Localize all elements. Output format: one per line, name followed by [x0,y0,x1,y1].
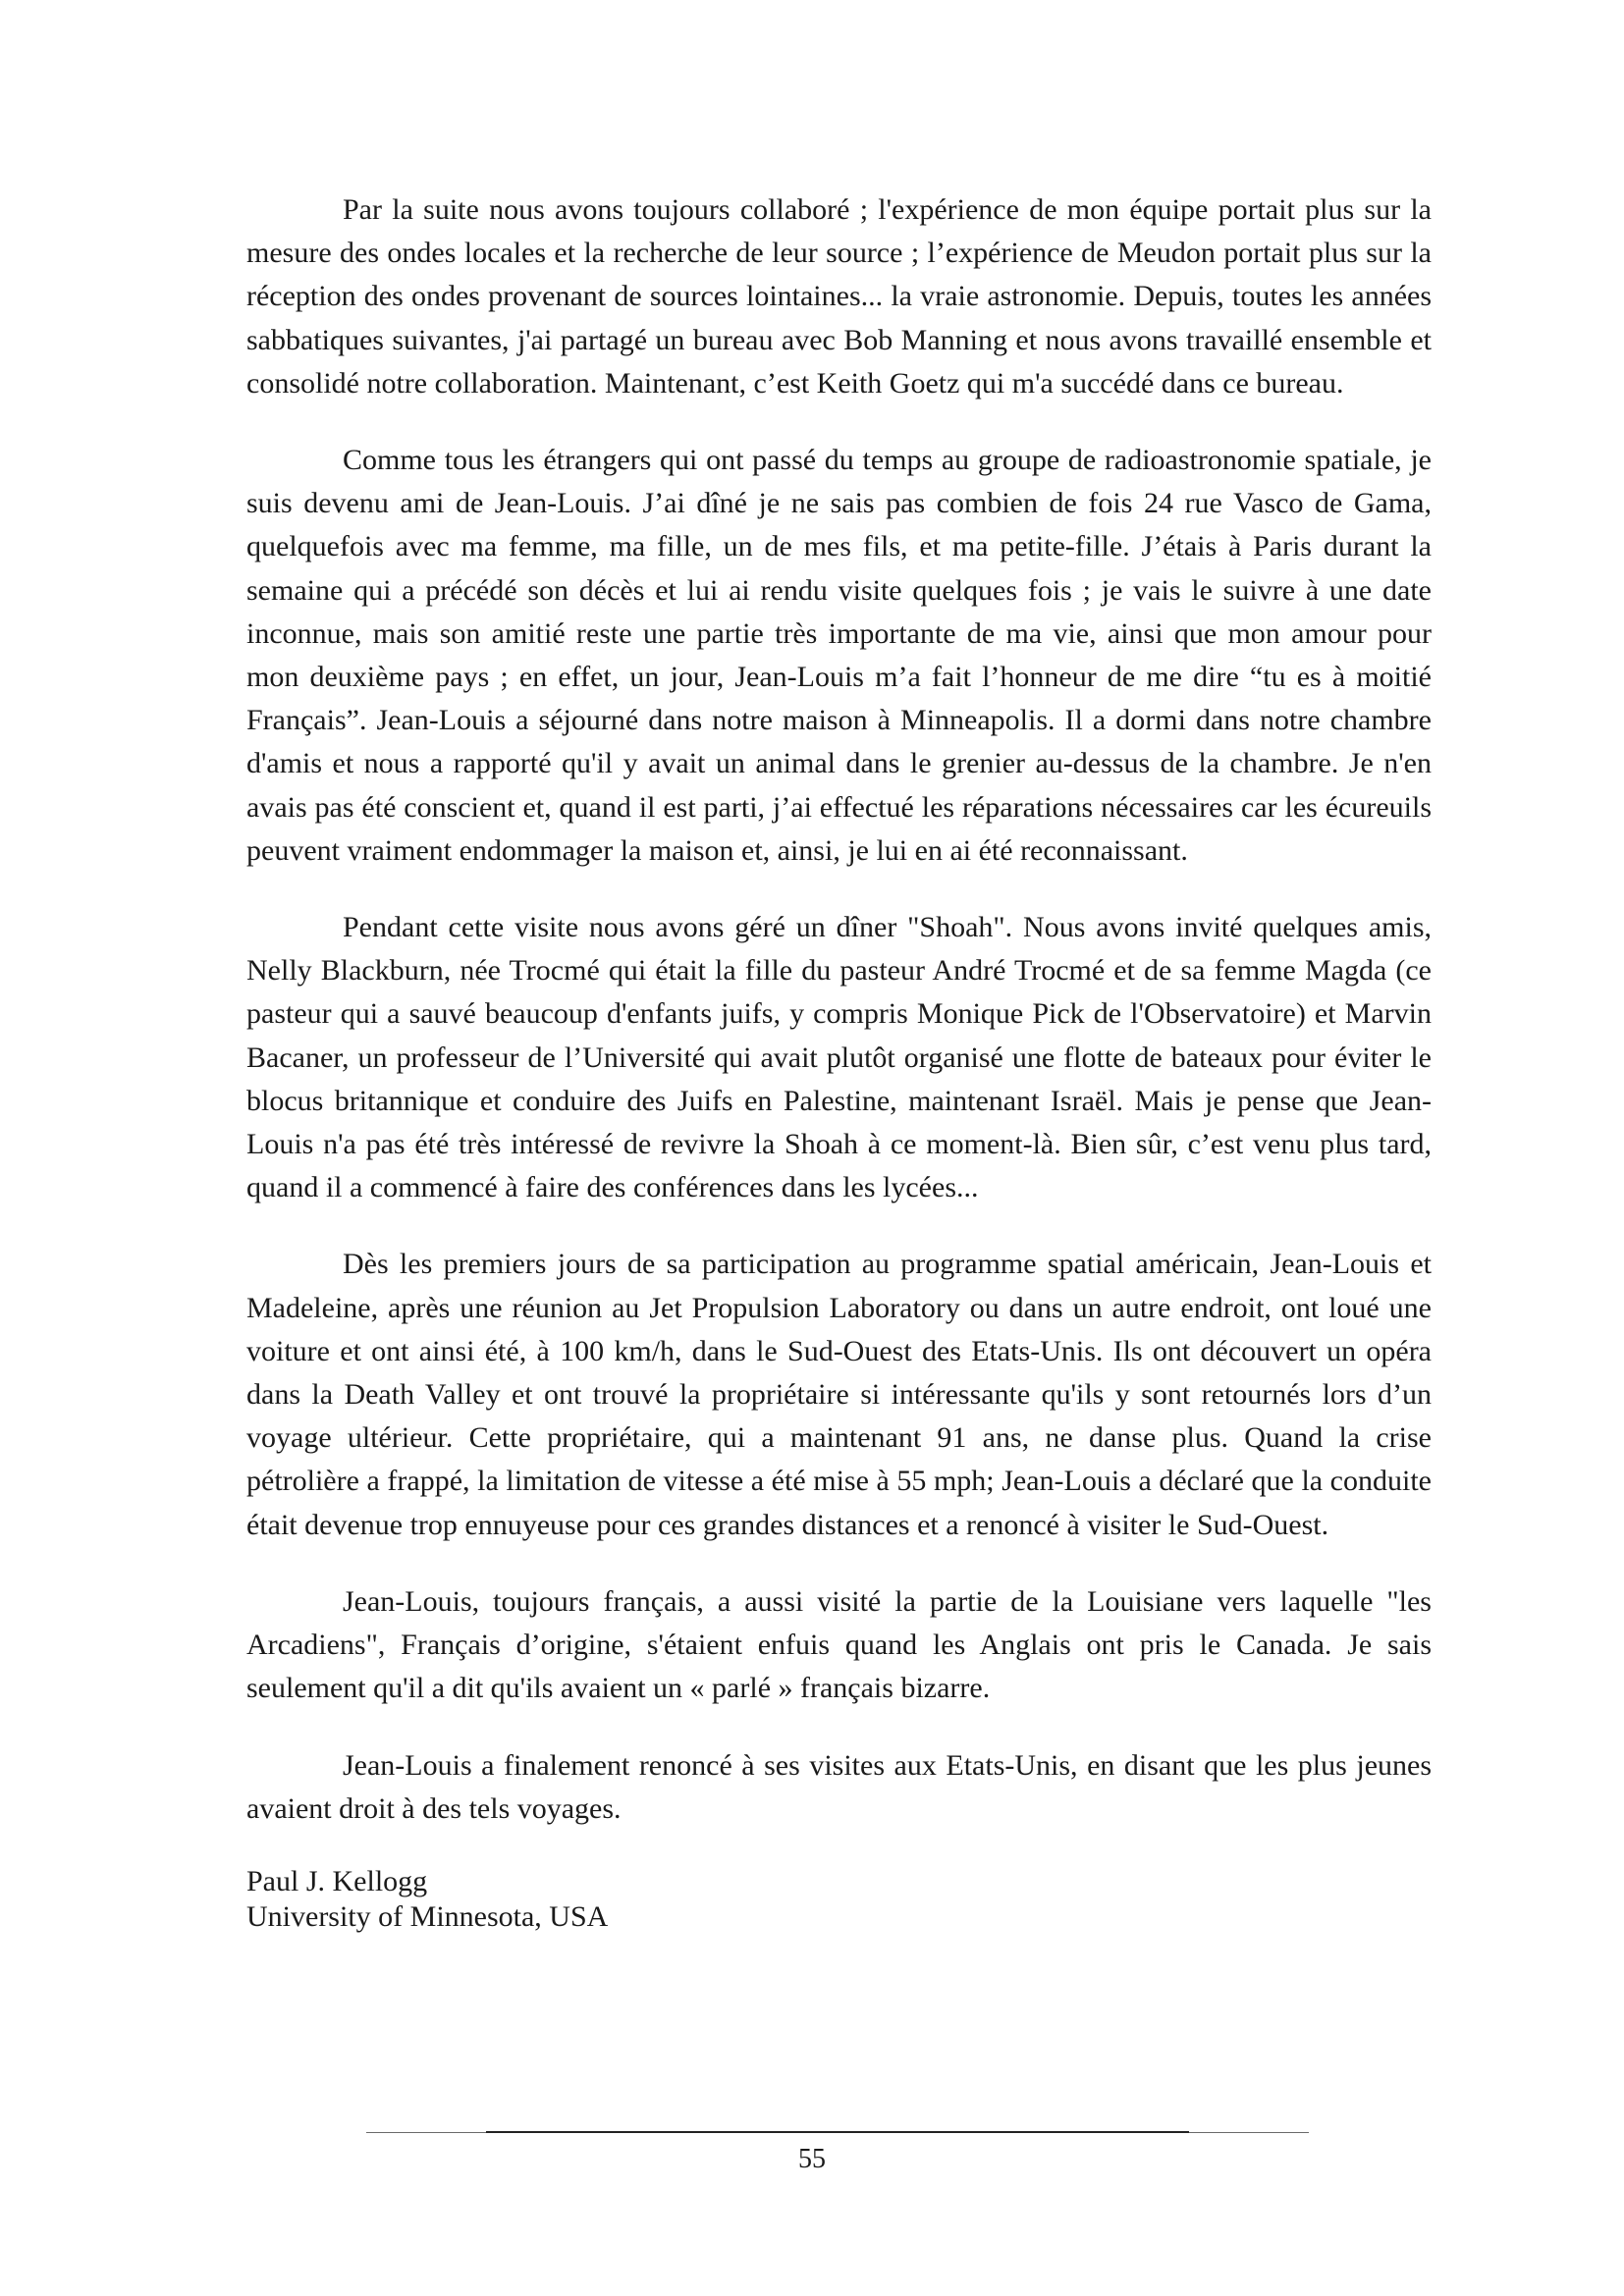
page-number: 55 [798,2144,826,2174]
author-affiliation: University of Minnesota, USA [246,1899,609,1933]
paragraph-final-visits: Jean-Louis a finalement renoncé à ses visites aux Etats-Unis, en disant que les plus jeunes avaient droit à des tels voyages. [246,1748,1432,1825]
paragraph-southwest-trip: Dès les premiers jours de sa participation au programme spatial américain, Jean-Louis et Madeleine, après une réunion au Jet Propulsion Laboratory ou dans un autre endroit, ont loué une voiture et ont ainsi été, à 100 km/h, dans le Sud-Ouest des Etats-Unis. Ils ont découvert un opéra dans la Death Valley et ont trouvé la propriétaire si intéressante qu'ils y sont retournés lors d’un voyage ultérieur. Cette propriétaire, qui a maintenant 91 ans, ne danse plus. Quand la crise pétrolière a frappé, la limitation de vitesse a été mise à 55 mph; Jean-Louis a déclaré que la conduite était devenue trop ennuyeuse pour ces grandes distances et a renoncé à visiter le Sud-Ouest. [246,1248,1432,1541]
signature-block [246,1864,1432,1935]
body-text [246,188,1432,1935]
paragraph-shoah-dinner: Pendant cette visite nous avons géré un dîner "Shoah". Nous avons invité quelques amis, Nelly Blackburn, née Trocmé qui était la fille du pasteur André Trocmé et de sa femme Magda (ce pasteur qui a sauvé beaucoup d'enfants juifs, y compris Monique Pick de l'Observatoire) et Marvin Bacaner, un professeur de l’Université qui avait plutôt organisé une flotte de bateaux pour éviter le blocus britannique et conduire des Juifs en Palestine, maintenant Israël. Mais je pense que Jean-Louis n'a pas été très intéressé de revivre la Shoah à ce moment-là. Bien sûr, c’est venu plus tard, quand il a commencé à faire des conférences dans les lycées... [246,911,1432,1204]
author-name: Paul J. Kellogg [246,1864,428,1897]
paragraph-friendship: Comme tous les étrangers qui ont passé du temps au groupe de radioastronomie spatiale, je suis devenu ami de Jean-Louis. J’ai dîné je ne sais pas combien de fois 24 rue Vasco de Gama, quelquefois avec ma femme, ma fille, un de mes fils, et ma petite-fille. J’étais à Paris durant la semaine qui a précédé son décès et lui ai rendu visite quelques fois ; je vais le suivre à une date inconnue, mais son amitié reste une partie très importante de ma vie, ainsi que mon amour pour mon deuxième pays ; en effet, un jour, Jean-Louis m’a fait l’honneur de me dire “tu es à moitié Français”. Jean-Louis a séjourné dans notre maison à Minneapolis. Il a dormi dans notre chambre d'amis et nous a rapporté qu'il y avait un animal dans le grenier au-dessus de la chambre. Je n'en avais pas été conscient et, quand il est parti, j’ai effectué les réparations nécessaires car les écureuils peuvent vraiment endommager la maison et, ainsi, je lui en ai été reconnaissant. [246,444,1432,867]
footer-rule-accent [486,2131,1189,2133]
paragraph-collaboration: Par la suite nous avons toujours collaboré ; l'expérience de mon équipe portait plus sur la mesure des ondes locales et la recherche de leur source ; l’expérience de Meudon portait plus sur la réception des ondes provenant de sources lointaines... la vraie astronomie. Depuis, toutes les années sabbatiques suivantes, j'ai partagé un bureau avec Bob Manning et nous avons travaillé ensemble et consolidé notre collaboration. Maintenant, c’est Keith Goetz qui m'a succédé dans ce bureau. [246,193,1432,400]
paragraph-louisiana: Jean-Louis, toujours français, a aussi visité la partie de la Louisiane vers laquelle "les Arcadiens", Français d’origine, s'étaient enfuis quand les Anglais ont pris le Canada. Je sais seulement qu'il a dit qu'ils avaient un « parlé » français bizarre. [246,1584,1432,1705]
